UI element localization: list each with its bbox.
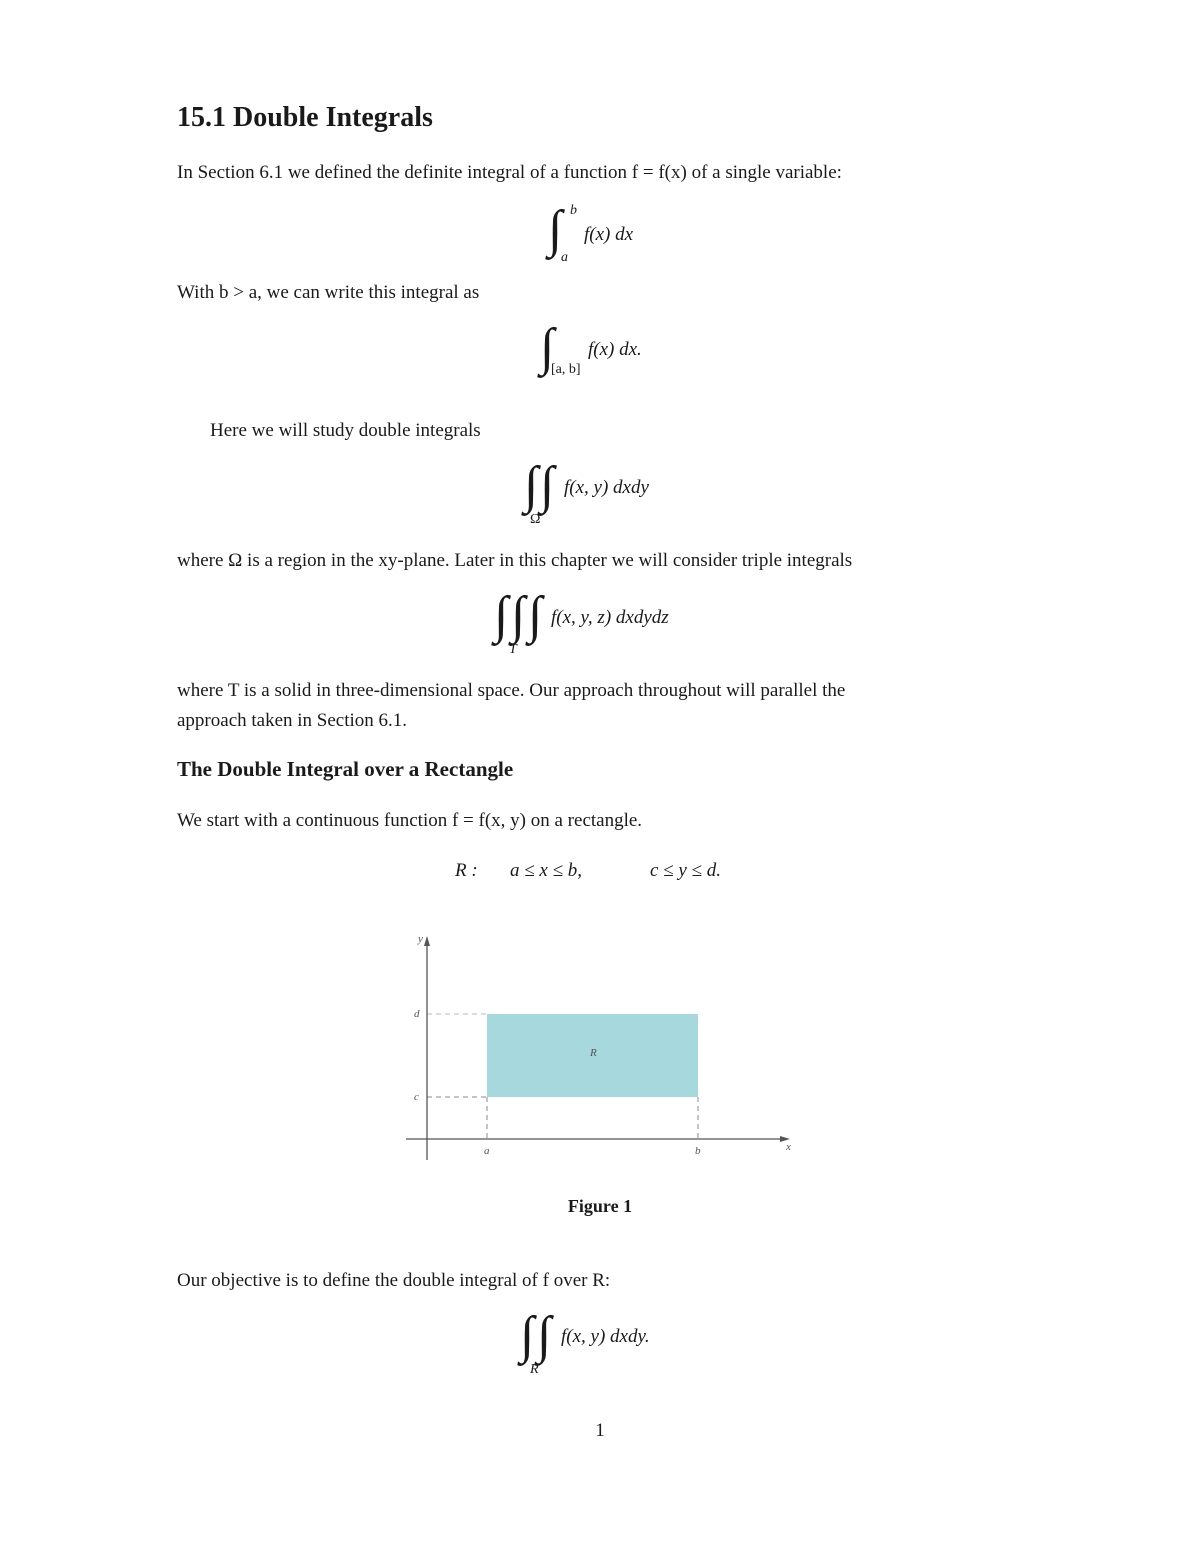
label-b: b (695, 1145, 701, 1157)
label-c: c (414, 1091, 419, 1103)
paragraph-objective: Our objective is to define the double integral of f over R: (177, 1270, 611, 1291)
page-title: 15.1 Double Integrals (177, 102, 433, 133)
region-label: R (590, 1047, 597, 1059)
integrand: f(x, y) dxdy. (561, 1326, 650, 1347)
y-range: c ≤ y ≤ d. (650, 860, 721, 881)
integral-sign: ∫ (528, 587, 543, 644)
solid-label: T (509, 642, 517, 657)
paragraph-rectangle: We start with a continuous function f = f(x, y) on a rectangle. (177, 810, 643, 831)
integrand: f(x) dx (584, 224, 634, 245)
section-heading: The Double Integral over a Rectangle (177, 757, 514, 781)
label-a: a (484, 1145, 490, 1157)
paragraph-solid-line1: where T is a solid in three-dimensional space. Our approach throughout will parallel the (177, 680, 846, 701)
x-range: a ≤ x ≤ b, (510, 860, 583, 881)
label-d: d (414, 1008, 420, 1020)
axis-label-x: x (786, 1141, 791, 1153)
integral-sign: ∫ (540, 319, 555, 376)
lower-limit: [a, b] (551, 362, 581, 377)
integral-sign: ∫ (537, 1307, 552, 1364)
integral-sign: ∫ (548, 201, 563, 258)
paragraph-region: where Ω is a region in the xy-plane. Later in this chapter we will consider triple integrals (177, 550, 853, 571)
page-number: 1 (595, 1420, 605, 1441)
lower-limit: a (561, 250, 568, 265)
paragraph-intro: In Section 6.1 we defined the definite integral of a function f = f(x) of a single variable: (177, 162, 842, 183)
rectangle-name: R : (455, 860, 478, 881)
integrand: f(x, y, z) dxdydz (551, 607, 669, 628)
y-axis-arrow (424, 936, 430, 946)
integral-sign: ∫ (494, 587, 509, 644)
integral-sign: ∫ (511, 587, 526, 644)
region-label: Ω (530, 512, 541, 527)
axis-label-y: y (418, 933, 423, 945)
region-label: R (530, 1362, 539, 1377)
integral-sign: ∫ (524, 457, 539, 514)
paragraph-interval: With b > a, we can write this integral as (177, 282, 480, 303)
figure-caption: Figure 1 (567, 1196, 633, 1216)
integrand: f(x, y) dxdy (564, 477, 649, 498)
paragraph-solid-line2: approach taken in Section 6.1. (177, 710, 408, 731)
integrand: f(x) dx. (588, 339, 642, 360)
integral-sign: ∫ (520, 1307, 535, 1364)
integral-sign: ∫ (540, 457, 555, 514)
paragraph-double-intro: Here we will study double integrals (210, 420, 481, 441)
upper-limit: b (570, 203, 577, 218)
